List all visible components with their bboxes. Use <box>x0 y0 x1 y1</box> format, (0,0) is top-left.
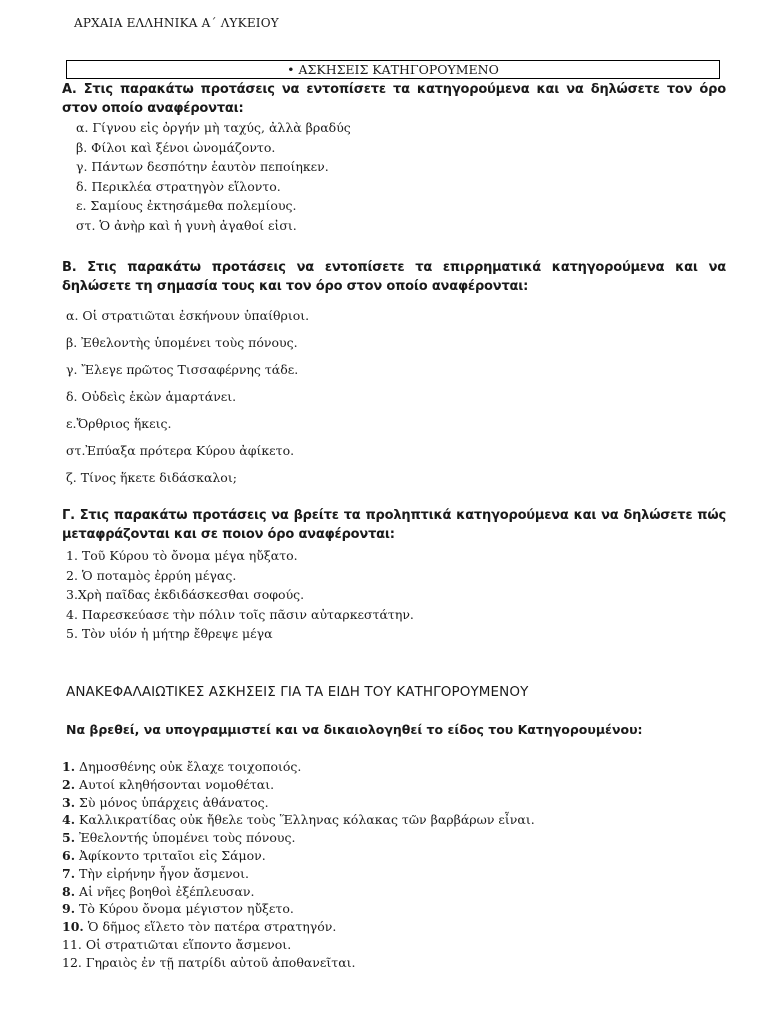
section-b-instruction: Β. Στις παρακάτω προτάσεις να εντοπίσετε τα επιρρηματικά κατηγορούμενα και να δηλώσετε τη σημασία τους και τον όρο στον οποίο αναφέρονται: <box>62 260 726 294</box>
list-item <box>62 900 726 918</box>
item-text: Σὺ μόνος ὑπάρχεις ἀθάνατος. <box>75 794 269 810</box>
item-number: 4. <box>62 812 76 828</box>
section-b <box>62 258 726 491</box>
section-c-items <box>66 546 726 644</box>
item-number: 2. <box>62 776 76 792</box>
section-b-items <box>66 302 726 491</box>
list-item <box>62 865 726 883</box>
list-item <box>62 829 726 847</box>
item-number: 7. <box>62 865 76 881</box>
list-item: στ.Ἐπύαξα πρότερα Κύρου ἀφίκετο. <box>66 443 295 458</box>
list-item: ε.Ὄρθριος ἥκεις. <box>66 416 172 431</box>
item-text: Γηραιὸς ἐν τῇ πατρίδι αὐτοῦ ἀποθανεῖται. <box>81 954 356 970</box>
section-a <box>62 80 726 236</box>
list-item: 2. Ὁ ποταμὸς ἐρρύη μέγας. <box>66 567 237 583</box>
list-item: γ. Πάντων δεσπότην ἑαυτὸν πεποίηκεν. <box>76 159 329 175</box>
list-item: β. Φίλοι καὶ ξένοι ὠνομάζοντο. <box>76 139 276 155</box>
item-text: Ὁ δῆμος εἵλετο τὸν πατέρα στρατηγόν. <box>83 919 337 935</box>
list-item: 4. Παρεσκεύασε τὴν πόλιν τοῖς πᾶσιν αὐταρκεστάτην. <box>66 606 414 622</box>
page-header: ΑΡΧΑΙΑ ΕΛΛΗΝΙΚΑ Α΄ ΛΥΚΕΙΟΥ <box>74 16 279 30</box>
item-text: Τὸ Κύρου ὄνομα μέγιστον ηὔξετο. <box>75 901 294 917</box>
recap-instruction: Να βρεθεί, να υπογραμμιστεί και να δικαιολογηθεί το είδος του Κατηγορουμένου: <box>66 722 643 737</box>
item-number: 3. <box>62 794 76 810</box>
list-item <box>62 954 726 972</box>
list-item <box>62 847 726 865</box>
list-item: 5. Τὸν υἱόν ἡ μήτηρ ἔθρεψε μέγα <box>66 626 273 641</box>
recap-items <box>62 758 726 972</box>
list-item: α. Γίγνου εἰς ὀργήν μὴ ταχύς, ἀλλὰ βραδύς <box>76 120 351 135</box>
list-item: ε. Σαμίους ἐκτησάμεθα πολεμίους. <box>76 198 297 214</box>
list-item: β. Ἐθελοντὴς ὑπομένει τοὺς πόνους. <box>66 335 298 350</box>
list-item: 3.Χρὴ παῖδας ἐκδιδάσκεσθαι σοφούς. <box>66 587 305 602</box>
item-number: 5. <box>62 830 76 846</box>
item-text: Οἱ στρατιῶται εἵποντο ἄσμενοι. <box>81 936 292 952</box>
item-number: 1. <box>62 759 76 774</box>
list-item <box>62 811 726 829</box>
list-item <box>62 936 726 954</box>
recap-title: ΑΝΑΚΕΦΑΛΑΙΩΤΙΚΕΣ ΑΣΚΗΣΕΙΣ ΓΙΑ ΤΑ ΕΙΔΗ ΤΟΥ ΚΑΤΗΓΟΡΟΥΜΕΝΟΥ <box>66 684 529 700</box>
item-text: Αἱ νῆες βοηθοὶ ἐξέπλευσαν. <box>75 883 255 899</box>
item-text: Ἐθελοντής ὑπομένει τοὺς πόνους. <box>75 830 296 846</box>
item-text: Τὴν εἰρήνην ἦγον ἄσμενοι. <box>75 865 249 881</box>
list-item: γ. Ἔλεγε πρῶτος Τισσαφέρνης τάδε. <box>66 362 299 377</box>
list-item: δ. Οὐδεὶς ἑκὼν ἁμαρτάνει. <box>66 389 237 404</box>
item-number: 11. <box>62 936 82 952</box>
list-item: στ. Ὁ ἀνὴρ καὶ ἡ γυνὴ ἀγαθοί εἰσι. <box>76 217 297 233</box>
list-item <box>62 794 726 812</box>
item-text: Δημοσθένης οὐκ ἔλαχε τοιχοποιός. <box>75 759 302 774</box>
item-text: Αυτοί κληθήσονται νομοθέται. <box>75 776 275 792</box>
section-a-instruction: Α. Στις παρακάτω προτάσεις να εντοπίσετε τα κατηγορούμενα και να δηλώσετε τον όρο στον οποίο αναφέρονται: <box>62 82 726 116</box>
list-item: 1. Τοῦ Κύρου τὸ ὄνομα μέγα ηὔξατο. <box>66 548 298 563</box>
item-number: 6. <box>62 847 76 863</box>
section-c <box>62 506 726 644</box>
item-number: 9. <box>62 901 76 917</box>
section-a-items <box>76 118 726 236</box>
exercises-title-box: • ΑΣΚΗΣΕΙΣ ΚΑΤΗΓΟΡΟΥΜΕΝΟ <box>66 60 720 79</box>
item-number: 8. <box>62 883 76 899</box>
list-item: ζ. Τίνος ἥκετε διδάσκαλοι; <box>66 470 237 485</box>
list-item <box>62 776 726 794</box>
section-c-instruction: Γ. Στις παρακάτω προτάσεις να βρείτε τα προληπτικά κατηγορούμενα και να δηλώσετε πώς μεταφράζονται και σε ποιον όρο αναφέρονται: <box>62 508 726 542</box>
item-number: 10. <box>62 919 84 935</box>
list-item <box>62 883 726 901</box>
item-text: Καλλικρατίδας οὐκ ἤθελε τοὺς Ἕλληνας κόλακας τῶν βαρβάρων εἶναι. <box>75 812 535 828</box>
list-item <box>62 918 726 936</box>
list-item: δ. Περικλέα στρατηγὸν εἵλοντο. <box>76 178 281 194</box>
item-text: Ἀφίκοντο τριταῖοι εἰς Σάμον. <box>75 847 266 863</box>
list-item <box>62 758 726 776</box>
list-item: α. Οἱ στρατιῶται ἐσκήνουν ὑπαίθριοι. <box>66 308 310 323</box>
item-number: 12. <box>62 954 82 970</box>
